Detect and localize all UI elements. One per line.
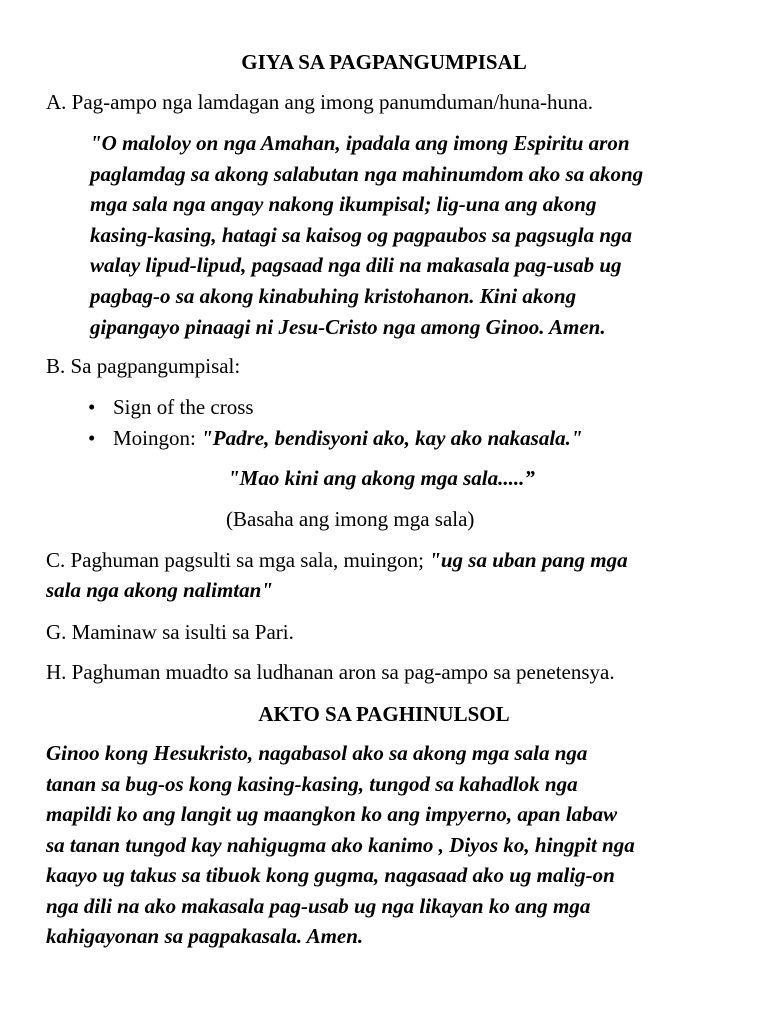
contrition-line: sa tanan tungod kay nahigugma ako kanimo , Diyos ko, hingpit nga	[46, 832, 635, 857]
prayer-line: gipangayo pinaagi ni Jesu-Cristo nga among Ginoo. Amen.	[90, 314, 606, 339]
contrition-line: kahigayonan sa pagpakasala. Amen.	[46, 924, 364, 948]
act-of-contrition	[46, 738, 746, 952]
prayer-line: pagbag-o sa akong kinabuhing kristohanon. Kini akong	[90, 283, 577, 308]
read-sins-instruction: (Basaha ang imong mga sala)	[226, 507, 475, 531]
section-c-quote-start: "ug sa uban pang mga	[429, 548, 628, 572]
section-b-text: B. Sa pagpangumpisal:	[46, 354, 241, 378]
bullet-dot-icon: •	[88, 426, 96, 450]
contrition-line: kaayo ug takus sa tibuok kong gugma, nagasaad ako ug malig-on	[46, 863, 615, 887]
contrition-line: Ginoo kong Hesukristo, nagabasol ako sa akong mga sala nga	[46, 741, 588, 765]
section-title-akto: AKTO SA PAGHINULSOL	[258, 702, 510, 726]
prayer-line: "O maloloy on nga Amahan, ipadala ang imong Espiritu aron	[90, 131, 630, 155]
contrition-line: tanan sa bug-os kong kasing-kasing, tungod sa kahadlok nga	[46, 771, 578, 796]
section-c-quote-end: sala nga akong nalimtan"	[46, 578, 273, 602]
bullet-dot-icon: •	[88, 395, 96, 419]
opening-prayer	[90, 128, 730, 342]
sins-quote: "Mao kini ang akong mga sala.....”	[228, 466, 535, 490]
contrition-line: nga dili na ako makasala pag-usab ug nga likayan ko ang mga	[46, 893, 591, 918]
section-h-text: H. Paghuman muadto sa ludhanan aron sa pag-ampo sa penetensya.	[46, 660, 615, 684]
bullet-text: Sign of the cross	[113, 395, 254, 419]
bullet-quote: "Padre, bendisyoni ako, kay ako nakasala."	[201, 426, 583, 450]
section-c-prefix: C. Paghuman pagsulti sa mga sala, muingon;	[46, 548, 430, 572]
bullet-prefix: Moingon:	[113, 426, 202, 450]
prayer-line: walay lipud-lipud, pagsaad nga dili na makasala pag-usab ug	[90, 253, 622, 278]
bullet-item-moingon	[88, 423, 583, 453]
contrition-line: mapildi ko ang langit ug maangkon ko ang impyerno, apan labaw	[46, 802, 618, 826]
section-c-line-1	[46, 545, 628, 575]
section-g-text: G. Maminaw sa isulti sa Pari.	[46, 620, 294, 644]
prayer-line: paglamdag sa akong salabutan nga mahinumdom ako sa akong	[90, 161, 644, 186]
bullet-item-sign-of-cross	[88, 392, 254, 422]
prayer-line: mga sala nga angay nakong ikumpisal; lig-una ang akong	[90, 192, 597, 217]
prayer-line: kasing-kasing, hatagi sa kaisog og pagpaubos sa pagsugla nga	[90, 222, 633, 247]
section-a-text: A. Pag-ampo nga lamdagan ang imong panumduman/huna-huna.	[46, 90, 594, 114]
page-title: GIYA SA PAGPANGUMPISAL	[241, 50, 527, 74]
